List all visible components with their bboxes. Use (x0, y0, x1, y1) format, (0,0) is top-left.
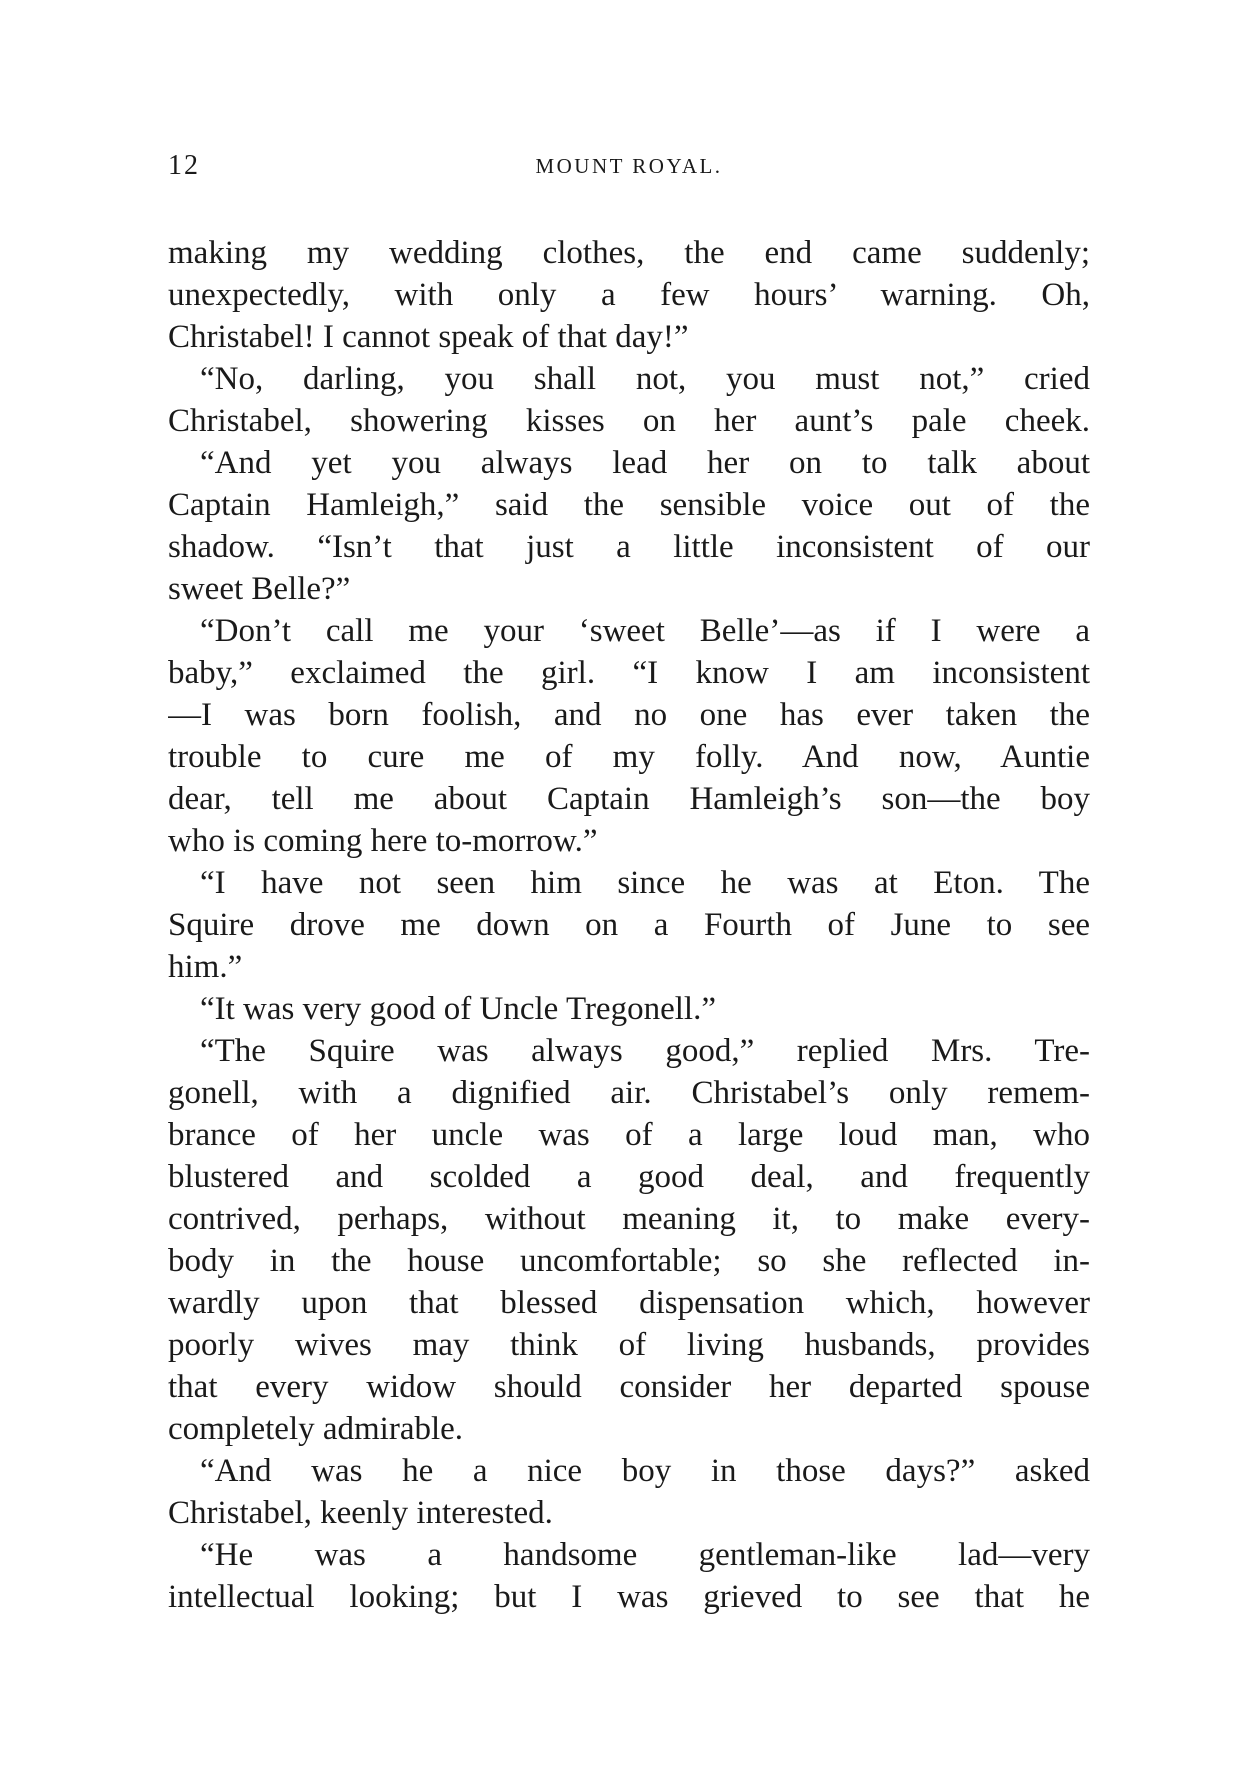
text-line: “And yet you always lead her on to talk about (200, 445, 1090, 481)
page-number: 12 (168, 150, 200, 181)
text-line: Christabel! I cannot speak of that day!” (168, 319, 689, 355)
text-line: “And was he a nice boy in those days?” asked (200, 1453, 1090, 1489)
text-line: contrived, perhaps, without meaning it, to make every- (168, 1201, 1090, 1237)
text-line: dear, tell me about Captain Hamleigh’s son—the boy (168, 781, 1090, 817)
text-line: gonell, with a dignified air. Christabel’s only remem- (168, 1075, 1090, 1111)
text-line: “I have not seen him since he was at Eton. The (200, 865, 1090, 901)
text-line: intellectual looking; but I was grieved to see that he (168, 1579, 1090, 1615)
text-line: making my wedding clothes, the end came suddenly; (168, 235, 1090, 271)
text-line: —I was born foolish, and no one has ever taken the (168, 697, 1090, 733)
running-head (168, 150, 1090, 190)
text-line: shadow. “Isn’t that just a little inconsistent of our (168, 529, 1090, 565)
text-line: Christabel, showering kisses on her aunt’s pale cheek. (168, 403, 1090, 439)
text-line: sweet Belle?” (168, 571, 351, 607)
text-line: “It was very good of Uncle Tregonell.” (200, 991, 716, 1027)
text-line: blustered and scolded a good deal, and frequently (168, 1159, 1090, 1195)
text-line: “He was a handsome gentleman-like lad—very (200, 1537, 1090, 1573)
text-line: body in the house uncomfortable; so she reflected in- (168, 1243, 1090, 1279)
text-line: who is coming here to-morrow.” (168, 823, 598, 859)
text-line: that every widow should consider her departed spouse (168, 1369, 1090, 1405)
text-line: unexpectedly, with only a few hours’ warning. Oh, (168, 277, 1090, 313)
text-line: “The Squire was always good,” replied Mrs. Tre- (200, 1033, 1090, 1069)
text-line: trouble to cure me of my folly. And now, Auntie (168, 739, 1090, 775)
text-line: poorly wives may think of living husbands, provides (168, 1327, 1090, 1363)
text-line: Captain Hamleigh,” said the sensible voice out of the (168, 487, 1090, 523)
text-line: Squire drove me down on a Fourth of June to see (168, 907, 1090, 943)
text-line: him.” (168, 949, 243, 985)
running-title: MOUNT ROYAL. (535, 154, 723, 178)
text-line: Christabel, keenly interested. (168, 1495, 553, 1531)
text-line: wardly upon that blessed dispensation which, however (168, 1285, 1090, 1321)
text-line: “Don’t call me your ‘sweet Belle’—as if I were a (200, 613, 1090, 649)
text-line: baby,” exclaimed the girl. “I know I am inconsistent (168, 655, 1090, 691)
body-text (168, 232, 1090, 1618)
text-line: completely admirable. (168, 1411, 464, 1447)
text-line: “No, darling, you shall not, you must not,” cried (200, 361, 1090, 397)
text-line: brance of her uncle was of a large loud man, who (168, 1117, 1090, 1153)
